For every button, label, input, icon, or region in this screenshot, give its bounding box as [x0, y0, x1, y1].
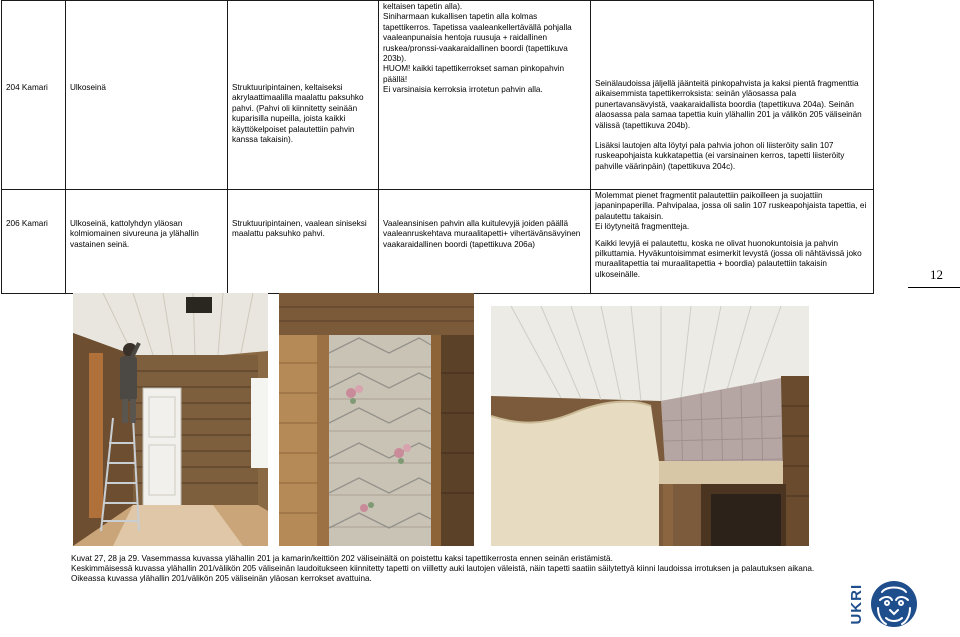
caption-line-3: Oikeassa kuvassa ylähallin 201/välikön 205 väliseinän yläosan kerrokset avattuina.: [71, 574, 372, 584]
table-row-206: [2, 190, 874, 294]
location-text: Ulkoseinä, kattolyhdyn yläosan kolmiomainen sivureuna ja ylähallin vastainen seinä.: [70, 219, 199, 249]
lion-head-icon: [870, 574, 918, 634]
photo-wallpaper-between-boards-image: [279, 293, 474, 546]
figure-caption: [71, 554, 861, 585]
logo-wordmark: [848, 574, 866, 634]
cell-notes: [591, 190, 874, 294]
photo-room-with-ladder-image: [73, 293, 268, 546]
photo-wallpaper-between-boards: [279, 293, 474, 546]
room-name: 206 Kamari: [6, 219, 48, 228]
location-text: Ulkoseinä: [70, 83, 106, 92]
notes-paragraph-2: Ei löytyneitä fragmentteja.: [595, 222, 690, 232]
room-name: 204 Kamari: [6, 83, 48, 92]
structure-text: Struktuuripintainen, keltaiseksi akrylaattimaalilla maalattu paksuhko pahvi. (Pahvi oli kiinnitetty seinään kuparisilla nupeilla, joista kaikki käyttökelpoiset palautettiin pahvin kanssa takaisin).: [232, 83, 364, 145]
findings-text: Ei varsinaisia kerroksia irrotetun pahvin alla.: [383, 85, 543, 95]
page-number-rule: [908, 287, 960, 288]
photo-room-with-ladder: [73, 293, 268, 546]
findings-continued-1: keltaisen tapetin alla).: [383, 2, 463, 11]
notes-paragraph-1: Seinälaudoissa jäljellä jäänteitä pinkopahvista ja kaksi pientä fragmenttia aikaisemmista tapettikerroksista: seinän yläosassa pala punertavansävyistä, vaakaraidallista boordia (tapettikuva 204a). Seinän alaosassa pala samaa tapettia kuin ylähallin 201 ja välikön 205 väliseinän välissä (tapettikuva 204b).: [595, 79, 862, 130]
notes-paragraph-1: Molemmat pienet fragmentit palautettiin paikoilleen ja suojattiin japaninpaperilla. Pahvipalaa, jossa oli salin 107 ruskeapohjaista tapettia, ei palautettu takaisin.: [595, 191, 867, 221]
findings-text: Vaaleansinisen pahvin alla kuitulevyjä joiden päällä vaaleanruskehtava muraalitapetti+ vihertävänsävyinen vaakaraidallinen boordi (tapettikuva 206a): [383, 219, 581, 249]
findings-continued-3: HUOM! kaikki tapettikerrokset saman pinkopahvin päällä!: [383, 64, 565, 84]
ukri-logo: [848, 574, 918, 634]
cell-findings: [379, 1, 591, 190]
photo-opened-wall-layers: [491, 306, 809, 546]
photo-opened-wall-layers-image: [491, 306, 809, 546]
cell-findings: [379, 190, 591, 294]
survey-table: [1, 0, 874, 294]
table-row-204: [2, 1, 874, 190]
page-number: 12: [930, 267, 943, 282]
cell-structure: [228, 1, 379, 190]
cell-location: [66, 1, 228, 190]
notes-paragraph-3: Kaikki levyjä ei palautettu, koska ne olivat huonokuntoisia ja pahvin pilkuttamia. Hyväkuntoisimmat esimerkit levystä (jossa oli nähtävissä joko muraalitapettia tai muraalitapettia + boordia) palautettiin takaisin ulkoseinälle.: [595, 238, 862, 279]
cell-room: [2, 1, 66, 190]
cell-notes: [591, 1, 874, 190]
cell-room: [2, 190, 66, 294]
findings-continued-2: Siniharmaan kukallisen tapetin alla kolmas tapettikerros. Tapetissa vaaleankellertävällä pohjalla vaaleanpunaisia hentoja ruusuja + raidallinen ruskea/pronssi-vaakaraidallinen boordi (tapettikuva 203b).: [383, 12, 572, 64]
logo-text: UKRI: [847, 583, 865, 625]
structure-text: Struktuuripintainen, vaalean siniseksi maalattu paksuhko pahvi.: [232, 219, 367, 239]
cell-location: [66, 190, 228, 294]
cell-structure: [228, 190, 379, 294]
caption-line-2: Keskimmäisessä kuvassa ylähallin 201/välikön 205 väliseinän laudoitukseen kiinnitetty tapetti on viilletty auki lautojen väleistä, näin tapetti saatiin säilytettyä kiinni laudoissa irrotuksen ja palautuksen aikana.: [71, 564, 815, 574]
notes-paragraph-2: Lisäksi lautojen alta löytyi pala pahvia johon oli liisteröity salin 107 ruskeapohjaista kukkatapettia (ei varsinainen kerros, tapetti liisteröity pahville väärinpäin) (tapettikuva 204c).: [595, 141, 845, 171]
caption-line-1: Kuvat 27, 28 ja 29. Vasemmassa kuvassa ylähallin 201 ja kamarin/keittiön 202 väliseinältä on poistettu kaksi tapettikerrosta ennen seinän eristämistä.: [71, 554, 613, 563]
